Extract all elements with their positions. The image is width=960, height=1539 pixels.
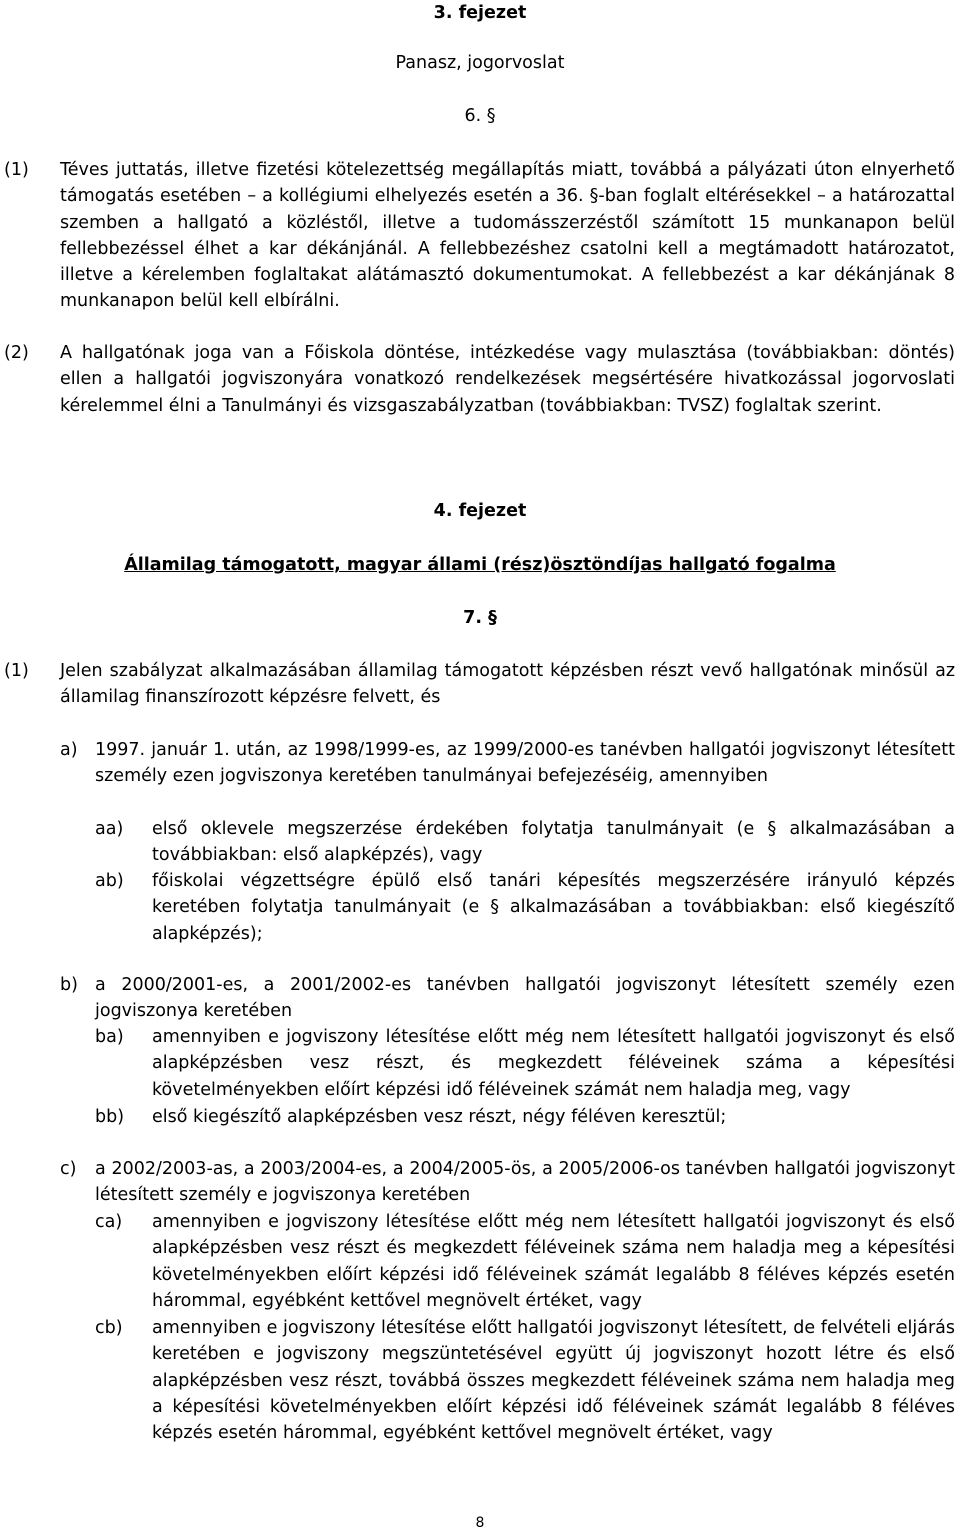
chapter-heading: 3. fejezet (433, 3, 527, 23)
section-sign-icon: § (488, 608, 497, 628)
list-item-label: ca) (95, 1212, 123, 1232)
list-item-text: első oklevele megszerzése érdekében folytatja tanulmányait (e § alkalmazásában a továbbiakban: első alapképzés), vagy (152, 819, 955, 866)
list-item-text: főiskolai végzettségre épülő első tanári képesítés megszerzésére irányuló képzés keretében folytatja tanulmányait (e § alkalmazásában a továbbiakban: első kiegészítő alapképzés); (152, 871, 955, 944)
chapter-title: Államilag támogatott, magyar állami (rész)ösztöndíjas hallgató fogalma (124, 555, 836, 575)
section-number-text: 7. (463, 608, 482, 628)
list-item-text: 1997. január 1. után, az 1998/1999-es, az 1999/2000-es tanévben hallgatói jogviszonyt létesített személy ezen jogviszonya keretében tanulmányai befejezéséig, amennyiben (95, 740, 955, 787)
paragraph-text: A hallgatónak joga van a Főiskola döntése, intézkedése vagy mulasztása (továbbiakban: döntés) ellen a hallgatói jogviszonyára vonatkozó rendelkezések megsértésére hivatkozással jogorvoslati kérelemmel élni a Tanulmányi és vizsgaszabályzatban (továbbiakban: TVSZ) foglaltak szerint. (60, 343, 955, 416)
list-item-label: ba) (95, 1027, 124, 1047)
paragraph-text: Téves juttatás, illetve fizetési kötelezettség megállapítás miatt, továbbá a pályázati úton elnyerhető támogatás esetében – a kollégiumi elhelyezés esetén a 36. §-ban foglalt eltérésekkel – a határozattal szemben a hallgató a közléstől, illetve a tudomásszerzéstől számított 15 munkanapon belül fellebbezéssel élhet a kar dékánjánál. A fellebbezéshez csatolni kell a megtámadott határozatot, illetve a kérelemben foglaltakat alátámasztó dokumentumokat. A fellebbezést a kar dékánjának 8 munkanapon belül kell elbírálni. (60, 160, 955, 312)
paragraph-number: (1) (4, 661, 29, 681)
paragraph-number: (1) (4, 160, 29, 180)
list-item-label: b) (60, 975, 78, 995)
paragraph-text: Jelen szabályzat alkalmazásában államilag támogatott képzésben részt vevő hallgatónak minősül az államilag finanszírozott képzésre felvett, és (60, 661, 955, 708)
list-item-label: aa) (95, 819, 124, 839)
chapter-title: Panasz, jogorvoslat (395, 53, 565, 73)
section-number (0, 103, 960, 129)
chapter-heading: 4. fejezet (433, 501, 527, 521)
section-number (0, 605, 960, 631)
list-item-text: amennyiben e jogviszony létesítése előtt még nem létesített hallgatói jogviszonyt és első alapképzésben vesz részt, és megkezdett féléveinek száma a képesítési követelményekben előírt képzési idő féléveinek számát nem haladja meg, vagy (152, 1027, 955, 1100)
list-item-label: a) (60, 740, 78, 760)
list-item-label: c) (60, 1159, 77, 1179)
list-item-label: bb) (95, 1107, 125, 1127)
paragraph-number: (2) (4, 343, 29, 363)
list-item-text: amennyiben e jogviszony létesítése előtt még nem létesített hallgatói jogviszonyt és első alapképzésben vesz részt és megkezdett féléveinek száma nem haladja meg a képesítési követelményekben előírt képzési idő féléveinek számát legalább 8 féléves képzés esetén hárommal, egyébként kettővel megnövelt értéket, vagy (152, 1212, 955, 1311)
list-item-text: amennyiben e jogviszony létesítése előtt hallgatói jogviszonyt létesített, de felvételi eljárás keretében e jogviszony megszüntetésével együtt új jogviszonyt hozott létre és első alapképzésben vesz részt, továbbá összes megkezdett féléveinek száma nem haladja meg a képesítési követelményekben előírt képzési idő féléveinek számát legalább 8 féléves képzés esetén hárommal, egyébként kettővel megnövelt értéket, vagy (152, 1318, 955, 1444)
list-item-text: a 2000/2001-es, a 2001/2002-es tanévben hallgatói jogviszonyt létesített személy ezen jogviszonya keretében (95, 975, 955, 1022)
list-item-label: ab) (95, 871, 124, 891)
list-item-text: első kiegészítő alapképzésben vesz részt, négy féléven keresztül; (152, 1107, 727, 1127)
page-number: 8 (475, 1515, 485, 1531)
section-sign-icon: § (486, 106, 496, 126)
list-item-text: a 2002/2003-as, a 2003/2004-es, a 2004/2005-ös, a 2005/2006-os tanévben hallgatói jogviszonyt létesített személy e jogviszonya keretében (95, 1159, 955, 1206)
list-item-label: cb) (95, 1318, 123, 1338)
section-number-text: 6. (464, 106, 482, 126)
